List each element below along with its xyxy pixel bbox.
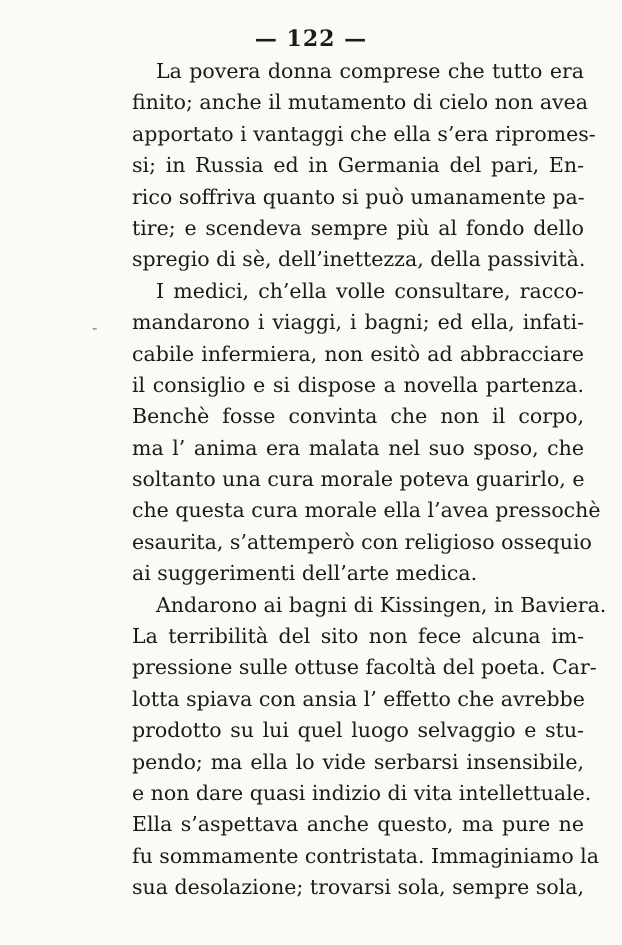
text-line: lotta spiava con ansia l’ effetto che avrebbe [132, 686, 585, 711]
text-line: mandarono i viaggi, i bagni; ed ella, infati- [132, 310, 584, 335]
text-line: cabile infermiera, non esitò ad abbracciare [132, 341, 584, 366]
text-line: Andarono ai bagni di Kissingen, in Baviera. [156, 592, 607, 617]
text-line: pressione sulle ottuse facoltà del poeta. Car- [132, 655, 597, 680]
text-line: spregio di sè, dell’inettezza, della passività. [132, 247, 586, 272]
text-line: e non dare quasi indizio di vita intellettuale. [132, 780, 592, 805]
text-line: ai suggerimenti dell’arte medica. [132, 561, 478, 586]
body-text [132, 56, 607, 904]
text-line: tire; e scendeva sempre più al fondo dello [132, 215, 584, 240]
text-line: soltanto una cura morale poteva guarirlo, e [132, 467, 585, 492]
text-line: si; in Russia ed in Germania del pari, En- [132, 153, 584, 178]
text-line: pendo; ma ella lo vide serbarsi insensibile, [132, 749, 584, 774]
text-line: che questa cura morale ella l’avea pressochè [132, 498, 601, 523]
text-line: ma l’ anima era malata nel suo sposo, che [132, 435, 584, 460]
text-line: Benchè fosse convinta che non il corpo, [132, 404, 584, 429]
text-line: prodotto su lui quel luogo selvaggio e stu- [132, 718, 584, 743]
page-number: — 122 — [254, 26, 368, 52]
text-line: fu sommamente contristata. Immaginiamo la [132, 843, 599, 868]
text-line: Ella s’aspettava anche questo, ma pure ne [132, 812, 584, 837]
text-line: La terribilità del sito non fece alcuna im- [132, 624, 584, 649]
text-line: sua desolazione; trovarsi sola, sempre sola, [132, 875, 584, 900]
text-line: il consiglio e si dispose a novella partenza. [132, 372, 584, 397]
text-line: La povera donna comprese che tutto era [156, 59, 584, 83]
text-line: finito; anche il mutamento di cielo non avea [132, 90, 588, 115]
text-line: esaurita, s’attemperò con religioso ossequio [132, 529, 592, 554]
margin-mark: - [92, 318, 98, 337]
text-line: I medici, ch’ella volle consultare, racco- [156, 278, 584, 303]
text-line: rico soffriva quanto si può umanamente pa- [132, 184, 585, 209]
text-line: apportato i vantaggi che ella s’era ripromes- [132, 121, 596, 146]
